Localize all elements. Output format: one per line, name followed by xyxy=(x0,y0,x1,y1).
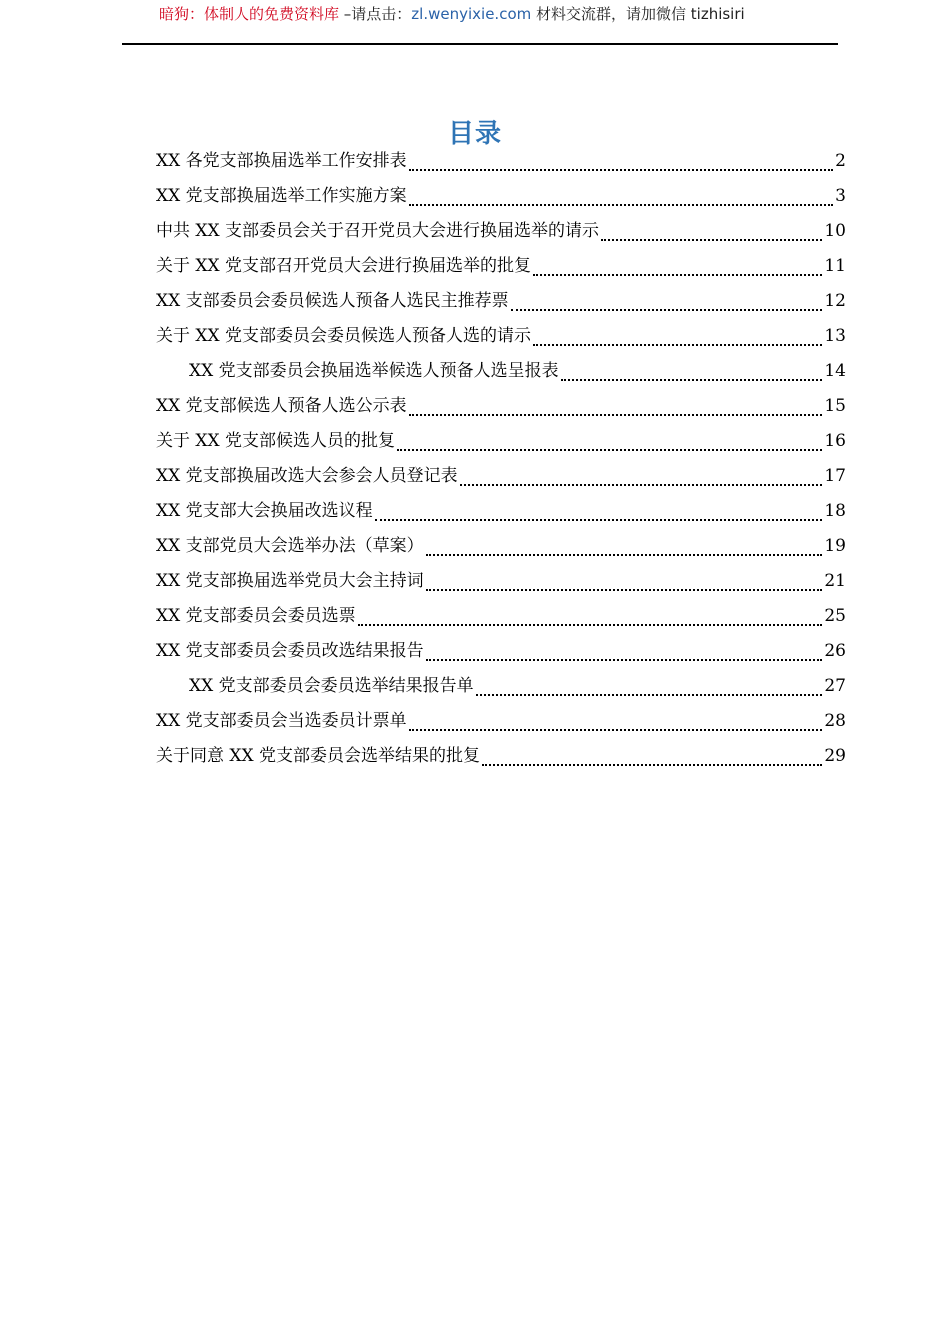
toc-entry-page-number: 13 xyxy=(824,326,846,346)
toc-dot-leader xyxy=(397,448,822,451)
toc-entry-page-number: 28 xyxy=(824,711,846,731)
header-wechat-text: 材料交流群，请加微信 tizhisiri xyxy=(531,5,745,23)
toc-dot-leader xyxy=(426,588,823,591)
toc-entry[interactable] xyxy=(156,741,846,776)
toc-entry-label: XX 各党支部换届选举工作安排表 xyxy=(156,151,407,171)
table-of-contents xyxy=(156,146,846,776)
toc-dot-leader xyxy=(533,273,822,276)
toc-entry-page-number: 29 xyxy=(824,746,846,766)
toc-entry[interactable] xyxy=(156,636,846,671)
toc-dot-leader xyxy=(482,763,822,766)
toc-entry[interactable] xyxy=(156,531,846,566)
toc-entry[interactable] xyxy=(156,216,846,251)
toc-entry-label: XX 党支部换届选举党员大会主持词 xyxy=(156,571,424,591)
toc-entry-page-number: 26 xyxy=(824,641,846,661)
toc-entry-label: XX 党支部委员会换届选举候选人预备人选呈报表 xyxy=(189,361,559,381)
toc-entry-page-number: 12 xyxy=(824,291,846,311)
toc-dot-leader xyxy=(358,623,823,626)
toc-entry[interactable] xyxy=(156,251,846,286)
toc-entry-page-number: 25 xyxy=(824,606,846,626)
toc-entry-label: XX 党支部候选人预备人选公示表 xyxy=(156,396,407,416)
toc-entry-label: XX 党支部委员会委员改选结果报告 xyxy=(156,641,424,661)
toc-dot-leader xyxy=(426,553,823,556)
header-url-link[interactable]: zl.wenyixie.com xyxy=(411,5,532,23)
toc-dot-leader xyxy=(476,693,823,696)
toc-dot-leader xyxy=(561,378,823,381)
toc-entry-page-number: 21 xyxy=(824,571,846,591)
toc-entry-page-number: 19 xyxy=(824,536,846,556)
toc-entry[interactable] xyxy=(156,566,846,601)
toc-entry[interactable] xyxy=(156,601,846,636)
toc-entry-label: XX 支部党员大会选举办法（草案） xyxy=(156,536,424,556)
toc-title: 目录 xyxy=(447,119,502,149)
toc-entry[interactable] xyxy=(156,706,846,741)
page-header xyxy=(122,4,838,26)
toc-dot-leader xyxy=(533,343,822,346)
toc-dot-leader xyxy=(375,518,823,521)
toc-entry[interactable] xyxy=(156,321,846,356)
toc-entry[interactable] xyxy=(156,181,846,216)
toc-entry-label: XX 党支部委员会委员选举结果报告单 xyxy=(189,676,474,696)
header-click-prefix: –请点击： xyxy=(339,5,412,23)
toc-entry-label: XX 党支部委员会当选委员计票单 xyxy=(156,711,407,731)
toc-entry[interactable] xyxy=(156,286,846,321)
toc-entry-label: XX 党支部换届选举工作实施方案 xyxy=(156,186,407,206)
toc-dot-leader xyxy=(511,308,823,311)
toc-entry-label: 关于 XX 党支部召开党员大会进行换届选举的批复 xyxy=(156,256,532,276)
toc-entry-label: 中共 XX 支部委员会关于召开党员大会进行换届选举的请示 xyxy=(156,221,600,241)
toc-entry[interactable] xyxy=(156,461,846,496)
toc-entry-page-number: 10 xyxy=(824,221,846,241)
toc-entry[interactable] xyxy=(156,356,846,391)
toc-entry-page-number: 2 xyxy=(835,151,846,171)
toc-entry-label: XX 支部委员会委员候选人预备人选民主推荐票 xyxy=(156,291,509,311)
toc-dot-leader xyxy=(409,203,834,206)
toc-entry-label: XX 党支部委员会委员选票 xyxy=(156,606,356,626)
toc-entry-page-number: 11 xyxy=(824,256,846,276)
toc-entry-page-number: 16 xyxy=(824,431,846,451)
toc-dot-leader xyxy=(601,238,822,241)
toc-entry-page-number: 18 xyxy=(824,501,846,521)
toc-entry[interactable] xyxy=(156,496,846,531)
toc-entry[interactable] xyxy=(156,426,846,461)
toc-dot-leader xyxy=(409,168,834,171)
toc-entry-label: XX 党支部大会换届改选议程 xyxy=(156,501,373,521)
toc-dot-leader xyxy=(409,728,823,731)
toc-entry-page-number: 15 xyxy=(824,396,846,416)
toc-entry-label: 关于同意 XX 党支部委员会选举结果的批复 xyxy=(156,746,481,766)
toc-entry[interactable] xyxy=(156,391,846,426)
header-divider xyxy=(122,43,838,45)
header-promo-text: 暗狗：体制人的免费资料库 xyxy=(159,5,340,23)
toc-entry-label: 关于 XX 党支部委员会委员候选人预备人选的请示 xyxy=(156,326,532,346)
toc-entry-page-number: 17 xyxy=(824,466,846,486)
toc-entry-label: 关于 XX 党支部候选人员的批复 xyxy=(156,431,396,451)
toc-entry[interactable] xyxy=(156,146,846,181)
toc-entry-label: XX 党支部换届改选大会参会人员登记表 xyxy=(156,466,458,486)
toc-entry-page-number: 14 xyxy=(824,361,846,381)
toc-dot-leader xyxy=(409,413,823,416)
toc-entry-page-number: 27 xyxy=(824,676,846,696)
toc-entry[interactable] xyxy=(156,671,846,706)
toc-entry-page-number: 3 xyxy=(835,186,846,206)
toc-dot-leader xyxy=(460,483,823,486)
toc-dot-leader xyxy=(426,658,823,661)
